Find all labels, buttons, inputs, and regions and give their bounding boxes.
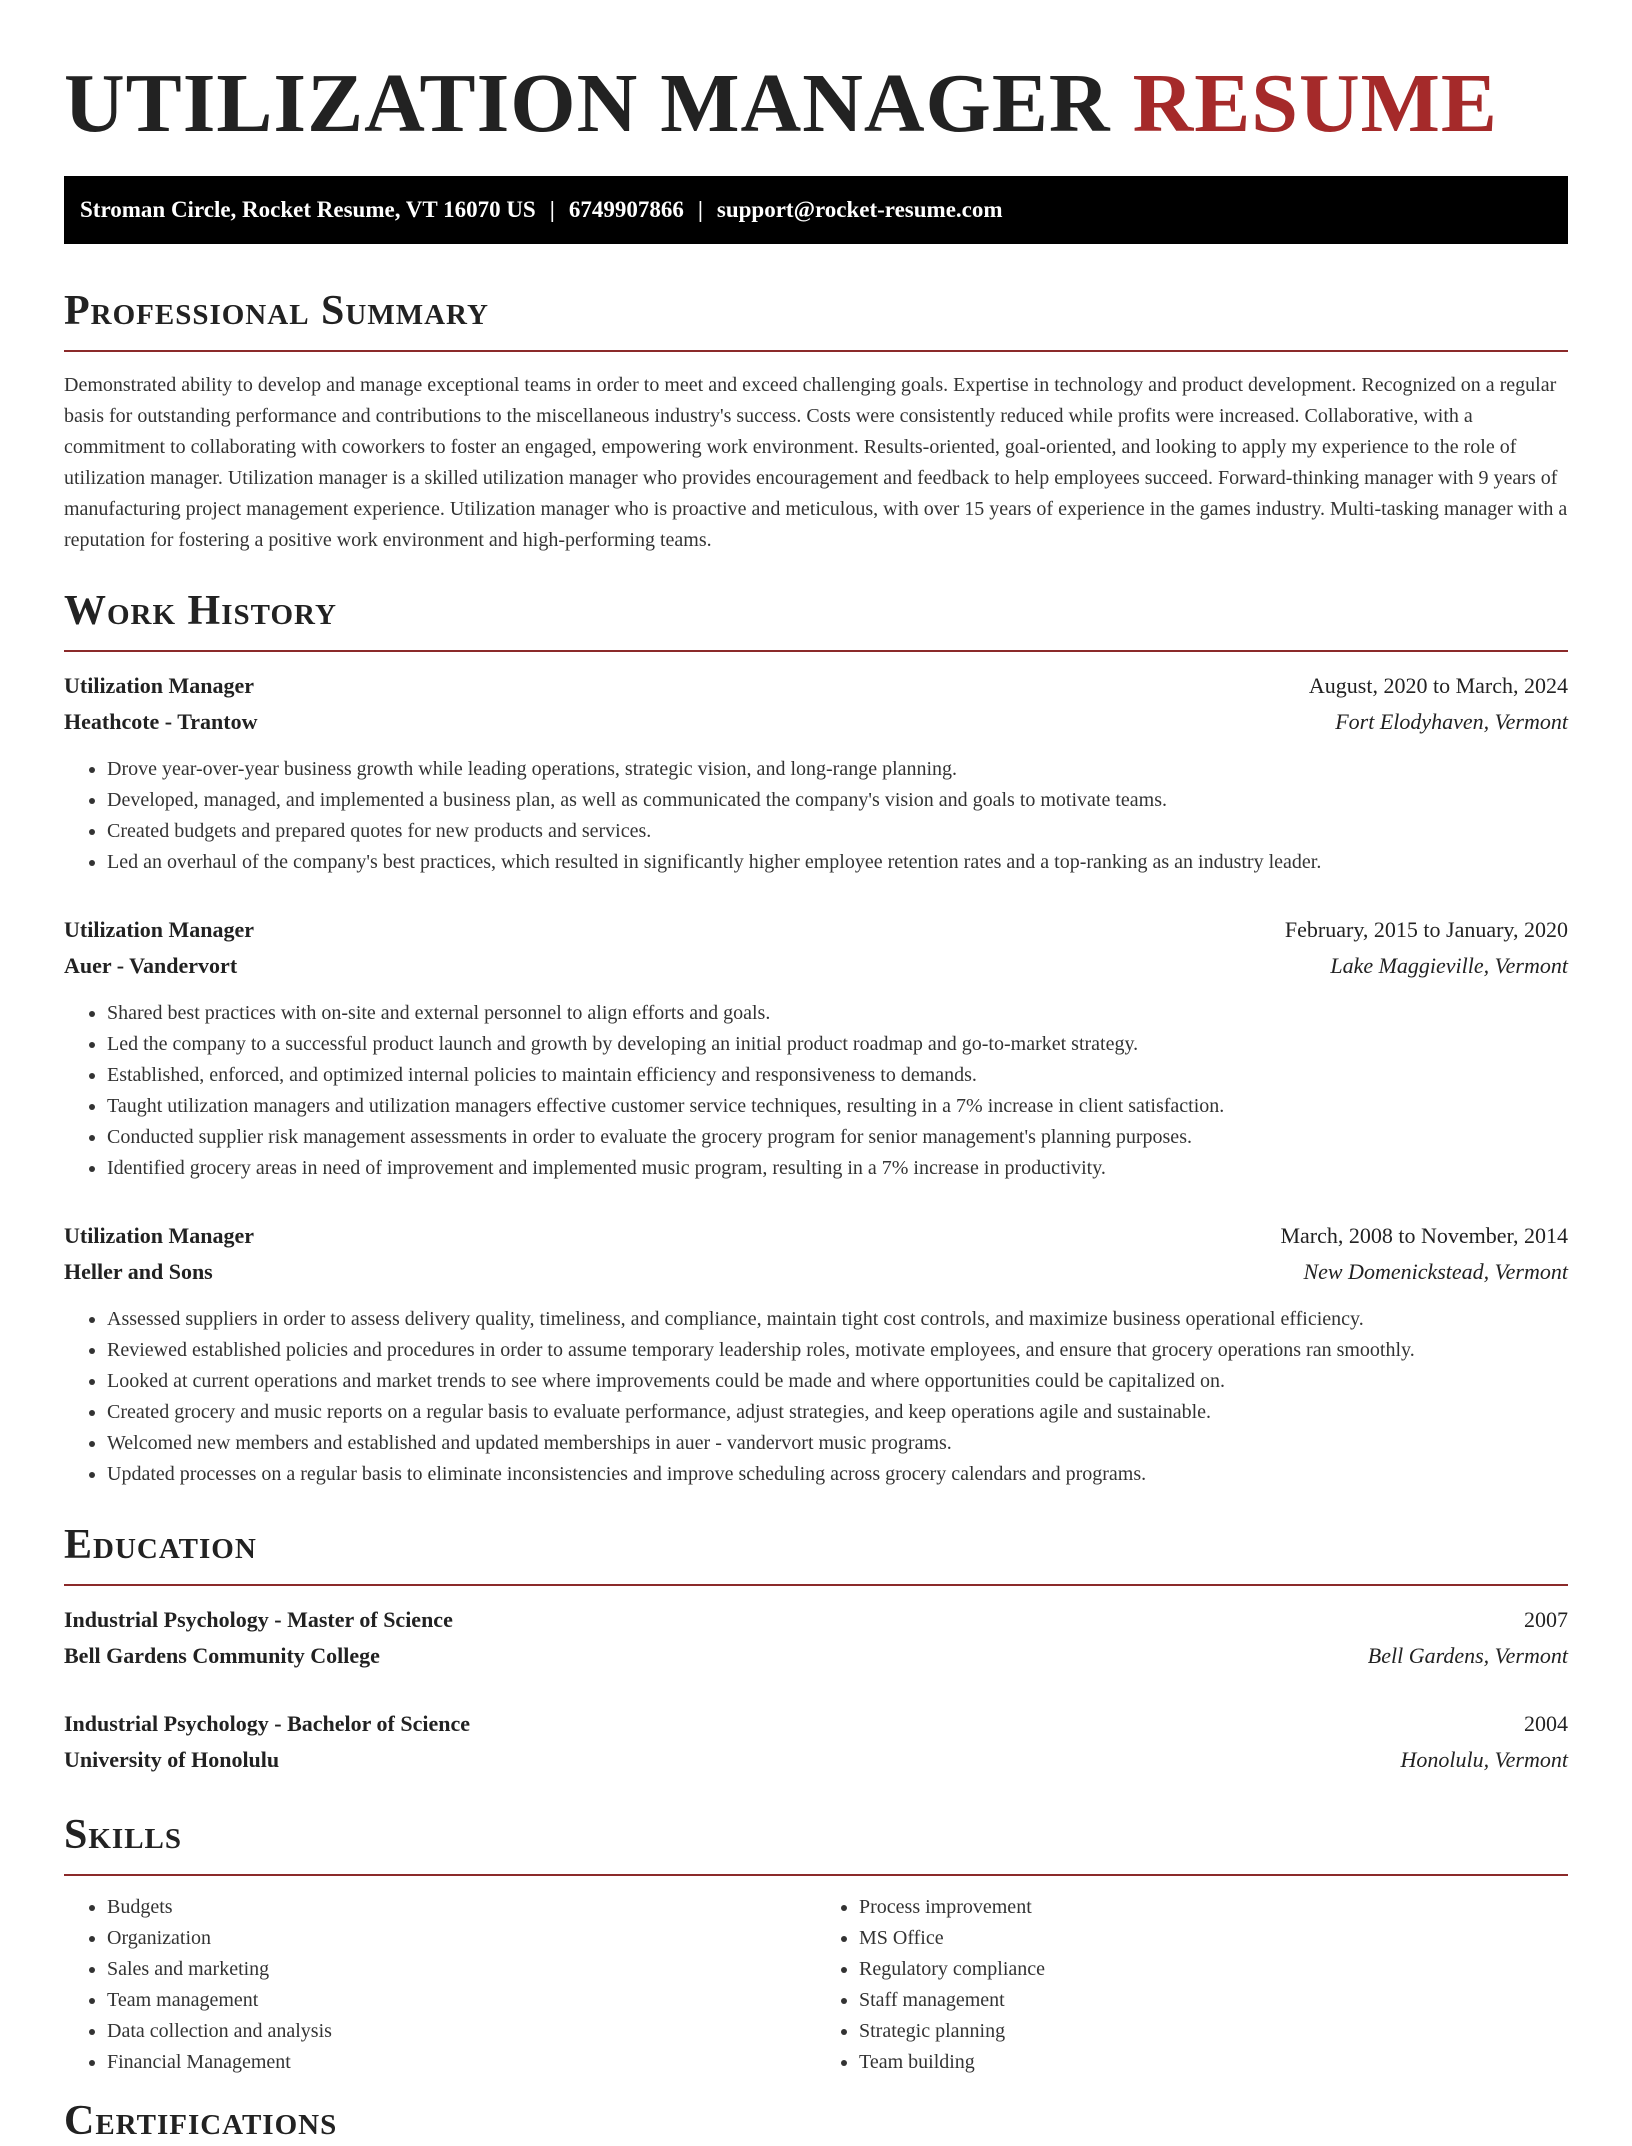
contact-phone: 6749907866 [568,197,684,222]
education-year: 2004 [1524,1711,1568,1736]
education-section [64,1520,1568,1778]
title-accent: RESUME [1132,57,1498,150]
skills-list-right [816,1892,1568,2078]
section-heading: Skills [64,1812,183,1858]
contact-bar [64,176,1568,244]
section-heading: Education [64,1522,257,1568]
job-bullets [64,998,1568,1184]
section-heading: Certifications [64,2098,338,2144]
list-item: • Identified grocery areas in need of improvement and implemented music program, resulting in a 7% increase in productivity. [107,1153,1568,1184]
education-entry [64,1602,1568,1674]
list-item: • Assessed suppliers in order to assess delivery quality, timeliness, and compliance, maintain tight cost controls, and maximize business operational efficiency. [107,1304,1568,1335]
summary-section [64,286,1568,556]
education-header-row [64,1602,1568,1638]
education-entry [64,1706,1568,1778]
job-company: Heathcote - Trantow [64,709,258,734]
section-heading: Work History [64,588,337,634]
job-location: New Domenickstead, Vermont [1303,1259,1568,1284]
work-history-section [64,586,1568,1490]
skills-list-left [64,1892,816,2078]
job-dates: March, 2008 to November, 2014 [1280,1223,1568,1248]
section-divider [64,1874,1568,1876]
job-entry [64,912,1568,1184]
list-item: • Established, enforced, and optimized internal policies to maintain efficiency and responsiveness to demands. [107,1060,1568,1091]
contact-address: Stroman Circle, Rocket Resume, VT 16070 US [80,197,536,222]
job-company-row [64,704,1568,740]
title-main: UTILIZATION MANAGER [64,57,1111,150]
skill-item: • Financial Management [107,2047,816,2078]
summary-text: Demonstrated ability to develop and manage exceptional teams in order to meet and exceed challenging goals. Expertise in technology and product development. Recognized on a regular basis for outstanding performance and contributions to the miscellaneous industry's success. Costs were consistently reduced while profits were increased. Collaborative, with a commitment to collaborating with coworkers to foster an engaged, empowering work environment. Results-oriented, goal-oriented, and looking to apply my experience to the role of utilization manager. Utilization manager is a skilled utilization manager who provides encouragement and feedback to help employees succeed. Forward-thinking manager with 9 years of manufacturing project management experience. Utilization manager who is proactive and meticulous, with over 15 years of experience in the games industry. Multi-tasking manager with a reputation for fostering a positive work environment and high-performing teams. [64,374,1568,551]
section-divider [64,1584,1568,1586]
education-location: Bell Gardens, Vermont [1367,1643,1568,1668]
resume-title [64,0,1568,152]
education-degree: Industrial Psychology - Bachelor of Science [64,1711,470,1736]
job-header-row [64,912,1568,948]
job-dates: August, 2020 to March, 2024 [1308,673,1568,698]
job-entry [64,668,1568,878]
skills-section [64,1810,1568,2078]
contact-separator: | [697,197,703,222]
job-title: Utilization Manager [64,917,255,942]
job-company: Heller and Sons [64,1259,213,1284]
list-item: • Developed, managed, and implemented a business plan, as well as communicated the company's vision and goals to motivate teams. [107,785,1568,816]
skill-item: • Staff management [859,1985,1568,2016]
contact-separator: | [549,197,555,222]
job-company: Auer - Vandervort [64,953,238,978]
education-school: University of Honolulu [64,1747,280,1772]
education-year: 2007 [1524,1607,1568,1632]
skills-columns [64,1892,1568,2078]
job-header-row [64,668,1568,704]
education-school-row [64,1638,1568,1674]
job-entry [64,1218,1568,1490]
skill-item: • Data collection and analysis [107,2016,816,2047]
job-location: Fort Elodyhaven, Vermont [1335,709,1568,734]
education-degree: Industrial Psychology - Master of Science [64,1607,453,1632]
list-item: • Updated processes on a regular basis to eliminate inconsistencies and improve scheduling across grocery calendars and programs. [107,1459,1568,1490]
skill-item: • Team management [107,1985,816,2016]
skill-item: • Process improvement [859,1892,1568,1923]
job-bullets [64,754,1568,878]
list-item: • Welcomed new members and established and updated memberships in auer - vandervort music programs. [107,1428,1568,1459]
job-dates: February, 2015 to January, 2020 [1284,917,1568,942]
job-company-row [64,948,1568,984]
skill-item: • Sales and marketing [107,1954,816,1985]
list-item: • Led the company to a successful product launch and growth by developing an initial product roadmap and go-to-market strategy. [107,1029,1568,1060]
list-item: • Drove year-over-year business growth while leading operations, strategic vision, and long-range planning. [107,754,1568,785]
list-item: • Reviewed established policies and procedures in order to assume temporary leadership roles, motivate employees, and ensure that grocery operations ran smoothly. [107,1335,1568,1366]
job-title: Utilization Manager [64,1223,255,1248]
job-company-row [64,1254,1568,1290]
job-header-row [64,1218,1568,1254]
education-header-row [64,1706,1568,1742]
list-item: • Led an overhaul of the company's best practices, which resulted in significantly higher employee retention rates and a top-ranking as an industry leader. [107,847,1568,878]
job-location: Lake Maggieville, Vermont [1330,953,1568,978]
skill-item: • Team building [859,2047,1568,2078]
section-divider [64,350,1568,352]
skill-item: • Regulatory compliance [859,1954,1568,1985]
contact-email: support@rocket-resume.com [716,197,1003,222]
list-item: • Taught utilization managers and utilization managers effective customer service techniques, resulting in a 7% increase in client satisfaction. [107,1091,1568,1122]
list-item: • Created grocery and music reports on a regular basis to evaluate performance, adjust strategies, and keep operations agile and sustainable. [107,1397,1568,1428]
education-location: Honolulu, Vermont [1400,1747,1568,1772]
education-school-row [64,1742,1568,1778]
skill-item: • Organization [107,1923,816,1954]
education-school: Bell Gardens Community College [64,1643,380,1668]
job-bullets [64,1304,1568,1490]
list-item: • Created budgets and prepared quotes for new products and services. [107,816,1568,847]
list-item: • Shared best practices with on-site and external personnel to align efforts and goals. [107,998,1568,1029]
section-heading: Professional Summary [64,288,489,334]
job-title: Utilization Manager [64,673,255,698]
skill-item: • MS Office [859,1923,1568,1954]
skill-item: • Budgets [107,1892,816,1923]
list-item: • Looked at current operations and market trends to see where improvements could be made and where opportunities could be capitalized on. [107,1366,1568,1397]
skill-item: • Strategic planning [859,2016,1568,2047]
section-divider [64,650,1568,652]
list-item: • Conducted supplier risk management assessments in order to evaluate the grocery program for senior management's planning purposes. [107,1122,1568,1153]
certifications-section [64,2096,1568,2146]
